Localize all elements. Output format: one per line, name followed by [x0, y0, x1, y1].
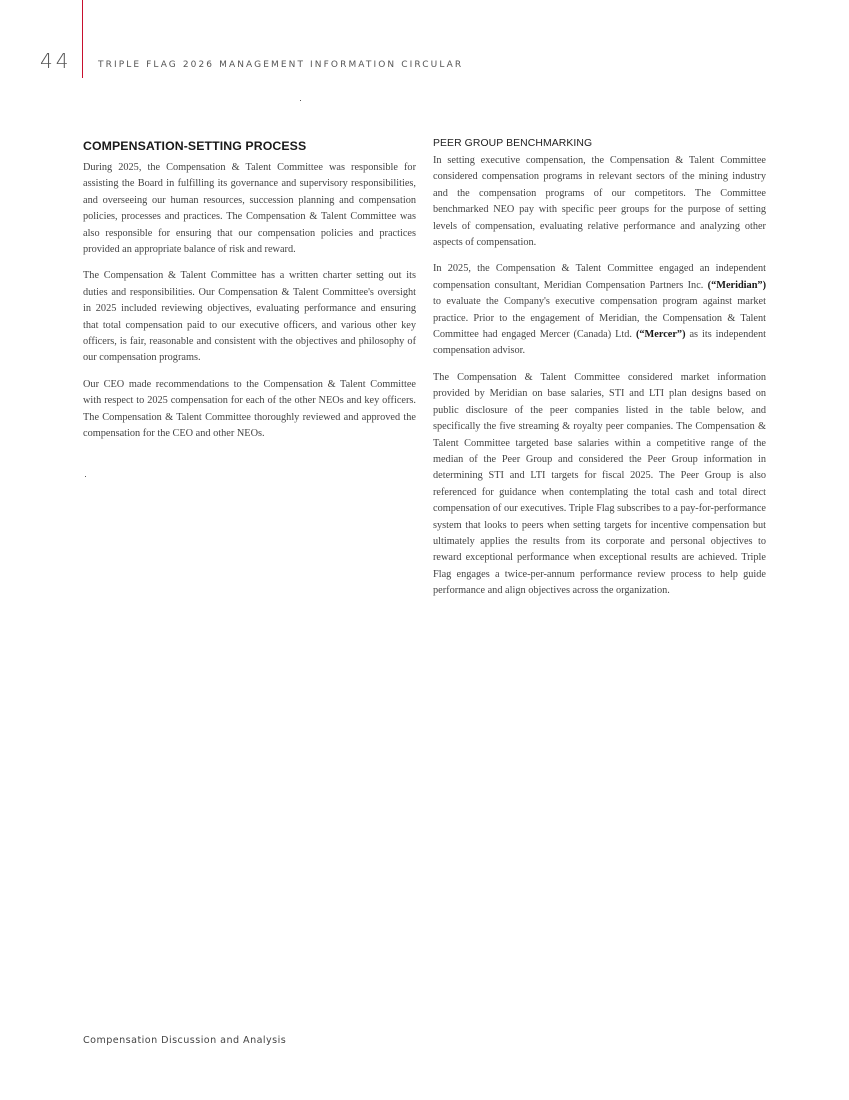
body-paragraph: During 2025, the Compensation & Talent Committee was responsible for assisting the Board in fulfilling its governance and supervisory responsibilities, and overseeing our human resources, succession planning and compensation policies, processes and practices. The Compensation & Talent Committee was also responsible for ensuring that our compensation policies and practices provided an appropriate balance of risk and reward.	[83, 162, 416, 256]
paragraph-text: as its independent compensation advisor.	[433, 329, 766, 357]
left-column	[83, 138, 416, 453]
footer-section-title: Compensation Discussion and Analysis	[83, 1035, 287, 1046]
body-paragraph: Our CEO made recommendations to the Compensation & Talent Committee with respect to 2025 compensation for each of the other NEOs and key officers. The Compensation & Talent Committee thoroughly reviewed and approved the compensation for the CEO and other NEOs.	[83, 378, 416, 440]
page-number: 44	[40, 49, 72, 73]
body-paragraph: In setting executive compensation, the Compensation & Talent Committee considered compensation programs in relevant sectors of the mining industry and the compensation programs of our competitors. The Committee benchmarked NEO pay with specific peer groups for the purpose of setting levels of compensation, evaluating relative performance and analyzing other aspects of compensation.	[433, 155, 766, 249]
right-column	[433, 138, 766, 610]
defined-term-mercer: (“Mercer”)	[635, 329, 686, 341]
paragraph-text: to evaluate the Company's executive compensation program against market practice. Prior to the engagement of Meridian, the Compensation & Talent Committee had engaged Mercer (Canada) Ltd.	[433, 296, 766, 341]
section-heading: COMPENSATION-SETTING PROCESS	[83, 139, 307, 153]
body-paragraph: The Compensation & Talent Committee considered market information provided by Meridian on base salaries, STI and LTI plan designs based on public disclosure of the peer companies listed in the table below, and specifically the five streaming & royalty peer companies. The Compensation & Talent Committee targeted base salaries within a competitive range of the median of the Peer Group and considered the Peer Group information in determining STI and LTI targets for fiscal 2025. The Peer Group is also referenced for guidance when contemplating the total cash and total direct compensation of our executives. Triple Flag subscribes to a pay-for-performance system that looks to peers when setting targets for incentive compensation but ultimately applies the results from its corporate and personal objectives to reward exceptional performance when exceptional results are achieved. Triple Flag engages a twice-per-annum performance review process to help guide performance and align objectives across the organization.	[433, 371, 766, 597]
stray-dot	[85, 476, 86, 477]
body-paragraph: The Compensation & Talent Committee has a written charter setting out its duties and responsibilities. Our Compensation & Talent Committee's oversight in 2025 included reviewing objectives, evaluating performance and ensuring that total compensation paid to our executive officers, and various other key officers, is fair, reasonable and consistent with the objectives and philosophy of our compensation programs.	[83, 270, 416, 364]
defined-term-meridian: (“Meridian”)	[707, 279, 766, 291]
header-accent-rule	[82, 0, 83, 78]
running-header-title: TRIPLE FLAG 2026 MANAGEMENT INFORMATION CIRCULAR	[98, 60, 464, 70]
body-paragraph	[433, 261, 766, 359]
paragraph-text: In 2025, the Compensation & Talent Committee engaged an independent compensation consultant, Meridian Compensation Partners Inc.	[433, 263, 766, 291]
stray-dot	[300, 100, 301, 101]
subsection-heading: PEER GROUP BENCHMARKING	[433, 138, 593, 149]
